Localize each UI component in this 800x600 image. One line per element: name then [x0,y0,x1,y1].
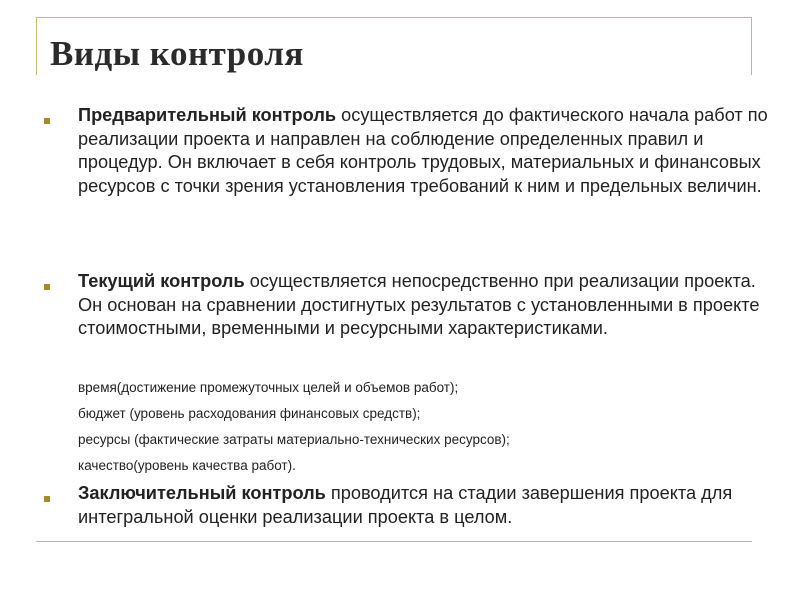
slide-title: Виды контроля [50,34,304,73]
slide-frame-right [751,17,752,75]
bullet-term: Заключительный контроль [78,483,326,503]
bullet-text: осуществляется непосредственно при реализации проекта. Он основан на сравнении достигнутых результатов с установленными в проекте стоимостными, временными и ресурсными характеристиками. [78,271,760,338]
bullet-text: осуществляется до фактического начала работ по реализации проекта и направлен на соблюдение определенных правил и процедур. Он включает в себя контроль трудовых, материальных и финансовых ресурсов с точки зрения установления требований к ним и предельных величин. [78,105,768,196]
slide-frame-left [36,17,37,75]
sub-item-time: время(достижение промежуточных целей и объемов работ); [78,380,459,395]
sub-item-quality: качество(уровень качества работ). [78,458,296,473]
sub-item-budget: бюджет (уровень расходования финансовых средств); [78,406,421,421]
bullet-item-final [78,482,768,529]
slide-frame-top [36,17,752,18]
bullet-term: Предварительный контроль [78,105,337,125]
bullet-text: проводится на стадии завершения проекта для интегральной оценки реализации проекта в целом. [78,483,733,527]
sub-item-resources: ресурсы (фактические затраты материально-технических ресурсов); [78,432,510,447]
bullet-square-icon [44,284,50,290]
bullet-square-icon [44,118,50,124]
bullet-square-icon [44,496,50,502]
bullet-term: Текущий контроль [78,271,245,291]
bullet-item-preliminary [78,104,768,198]
slide-frame-bottom [36,541,752,542]
bullet-item-current [78,270,768,341]
